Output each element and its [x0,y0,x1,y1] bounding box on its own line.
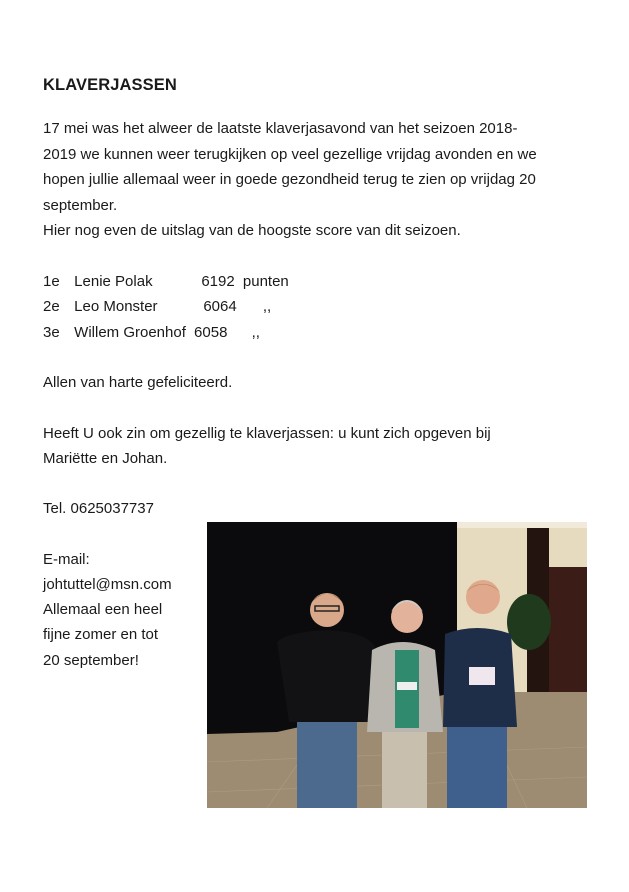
signup-line: Heeft U ook zin om gezellig te klaverjassen: u kunt zich opgeven bij [43,425,491,442]
result-rank: 1e [43,273,60,290]
congratulations-text: Allen van harte gefeliciteerd. [43,374,233,391]
result-row [43,269,289,294]
result-unit: ,, [251,324,260,341]
document-title: KLAVERJASSEN [43,76,177,94]
signup-line: Mariëtte en Johan. [43,450,168,467]
result-score: 6064 [203,298,237,315]
door [549,567,587,692]
winners-photo [207,522,587,808]
intro-line: 2019 we kunnen weer terugkijken op veel gezellige vrijdag avonden en we [43,146,537,163]
closing-line: Allemaal een heel [43,601,163,618]
result-rank: 3e [43,324,60,341]
result-name: Lenie Polak [74,273,153,290]
result-rank: 2e [43,298,60,315]
result-row [43,320,260,345]
result-row [43,294,271,319]
email-label: E-mail: [43,551,90,568]
result-name: Leo Monster [74,298,158,315]
intro-line: 17 mei was het alweer de laatste klaverjasavond van het seizoen 2018- [43,120,518,137]
result-unit: punten [242,273,289,290]
intro-line: september. [43,197,118,214]
plant [507,594,551,650]
closing-line: 20 september! [43,652,139,669]
closing-line: fijne zomer en tot [43,626,159,643]
intro-line: hopen jullie allemaal weer in goede gezondheid terug te zien op vrijdag 20 [43,171,536,188]
result-score: 6058 [194,324,228,341]
intro-line: Hier nog even de uitslag van de hoogste score van dit seizoen. [43,222,461,239]
result-unit: ,, [262,298,272,315]
result-name: Willem Groenhof [74,324,186,341]
result-score: 6192 [201,273,235,290]
email-address: johtuttel@msn.com [43,576,172,593]
phone-number: Tel. 0625037737 [43,500,154,517]
photo-illustration [207,522,587,808]
